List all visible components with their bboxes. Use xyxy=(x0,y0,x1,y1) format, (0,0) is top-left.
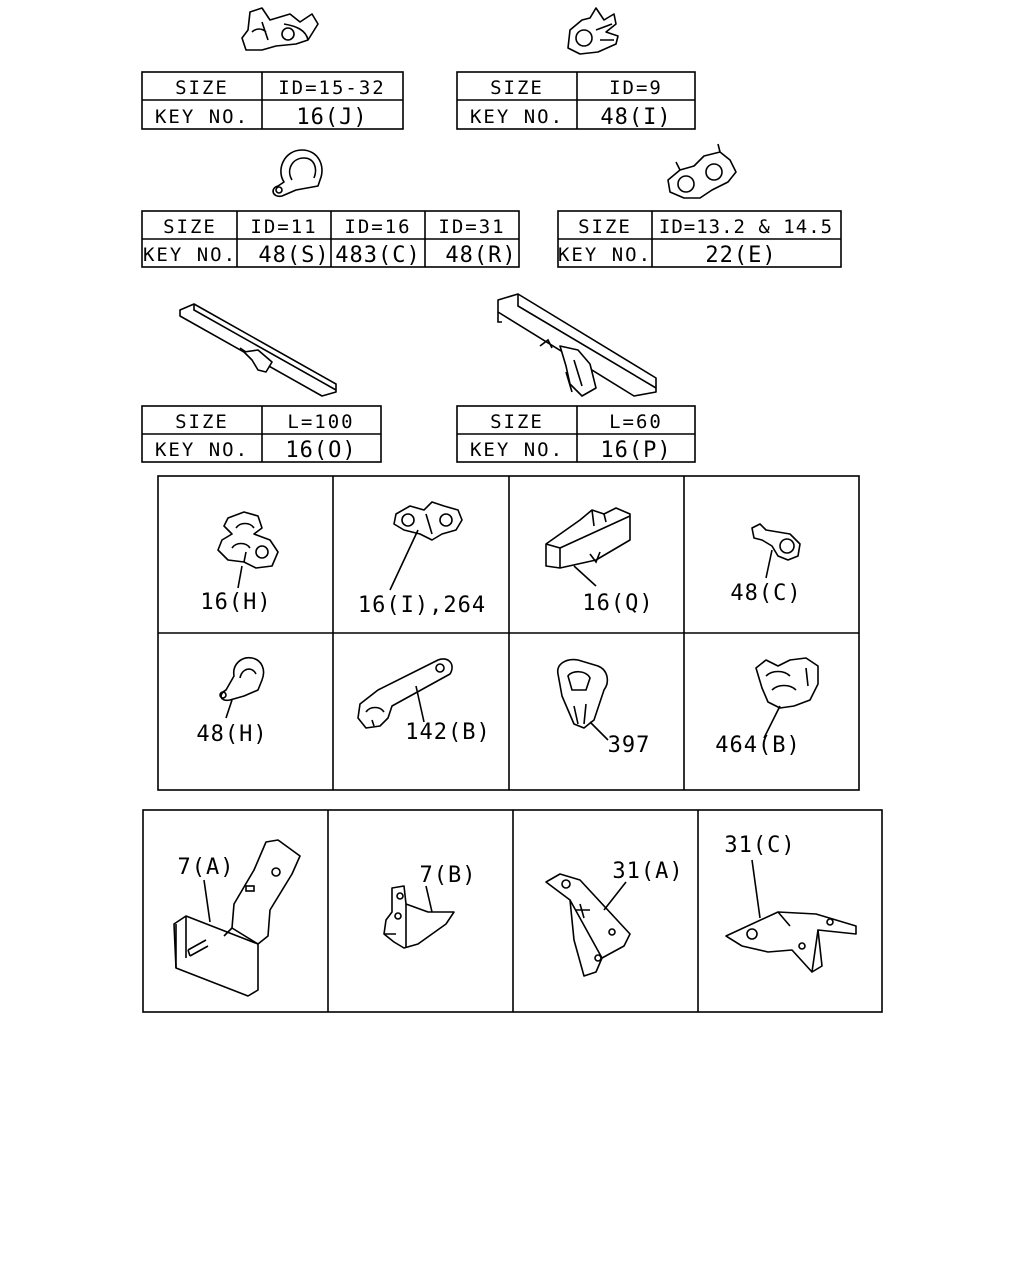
bracket-cell-7a xyxy=(174,840,300,996)
clip-label: 16(I),264 xyxy=(357,593,487,618)
table-size-value: ID=15-32 xyxy=(278,77,386,99)
table-header-size: SIZE xyxy=(163,216,217,238)
table-size-value: ID=16 xyxy=(344,216,412,238)
size-table-22e xyxy=(558,211,841,268)
clip-label: 16(Q) xyxy=(582,591,654,616)
clip-label: 16(H) xyxy=(200,590,272,615)
bracket-cell-31c xyxy=(724,833,856,972)
size-table-48i xyxy=(457,72,695,130)
size-table-16o xyxy=(142,406,381,463)
table-size-value: ID=13.2 & 14.5 xyxy=(658,216,834,238)
table-header-size: SIZE xyxy=(175,77,229,99)
clip-label: 48(C) xyxy=(730,581,802,606)
table-size-value: ID=11 xyxy=(250,216,318,238)
tie-strap-illustration-16p xyxy=(498,294,656,396)
bracket-label: 31(C) xyxy=(724,833,796,858)
table-header-key-no: KEY NO. xyxy=(557,244,653,266)
clip-cell-16h xyxy=(200,512,278,615)
table-header-size: SIZE xyxy=(578,216,632,238)
bracket-cell-7b xyxy=(384,863,476,948)
table-size-value: L=100 xyxy=(287,411,355,433)
clip-cell-16q xyxy=(546,508,654,616)
size-table-48s-483c-48r xyxy=(142,211,519,268)
clip-cell-48c xyxy=(730,524,801,606)
table-header-key-no: KEY NO. xyxy=(469,439,565,461)
clip-illustration-22e xyxy=(668,144,736,198)
clip-illustration-48s-483c-48r xyxy=(273,150,322,196)
table-size-value: ID=9 xyxy=(609,77,663,99)
clip-label: 48(H) xyxy=(196,722,268,747)
clip-cell-48h xyxy=(196,658,267,747)
clip-label: 464(B) xyxy=(715,733,801,758)
clip-label: 142(B) xyxy=(405,720,491,745)
table-key-value: 48(I) xyxy=(600,105,672,130)
table-key-value: 48(R) xyxy=(445,243,517,268)
size-table-16p xyxy=(457,406,695,463)
table-key-value: 483(C) xyxy=(335,243,421,268)
tie-strap-illustration-16o xyxy=(180,304,336,396)
table-header-key-no: KEY NO. xyxy=(154,439,250,461)
table-size-value: L=60 xyxy=(609,411,663,433)
clip-cell-16i-264 xyxy=(358,502,486,618)
clip-label: 397 xyxy=(607,733,651,758)
table-header-size: SIZE xyxy=(175,411,229,433)
table-size-value: ID=31 xyxy=(438,216,506,238)
table-header-key-no: KEY NO. xyxy=(142,244,238,266)
table-header-key-no: KEY NO. xyxy=(469,106,565,128)
table-header-size: SIZE xyxy=(490,77,544,99)
table-key-value: 16(J) xyxy=(296,105,368,130)
bracket-label: 7(B) xyxy=(419,863,477,888)
table-header-key-no: KEY NO. xyxy=(154,106,250,128)
clip-cell-142b xyxy=(358,659,491,745)
table-header-size: SIZE xyxy=(490,411,544,433)
clip-illustration-48i xyxy=(568,8,618,54)
table-key-value: 48(S) xyxy=(258,243,330,268)
size-table-16j xyxy=(142,72,403,130)
bracket-label: 7(A) xyxy=(177,855,235,880)
table-key-value: 22(E) xyxy=(705,243,777,268)
clip-cell-397 xyxy=(558,660,651,758)
table-key-value: 16(O) xyxy=(285,438,357,463)
bracket-label: 31(A) xyxy=(612,859,684,884)
clip-illustration-16j xyxy=(242,8,318,50)
table-key-value: 16(P) xyxy=(600,438,672,463)
bracket-cell-31a xyxy=(546,859,684,976)
clip-cell-464b xyxy=(715,658,818,758)
